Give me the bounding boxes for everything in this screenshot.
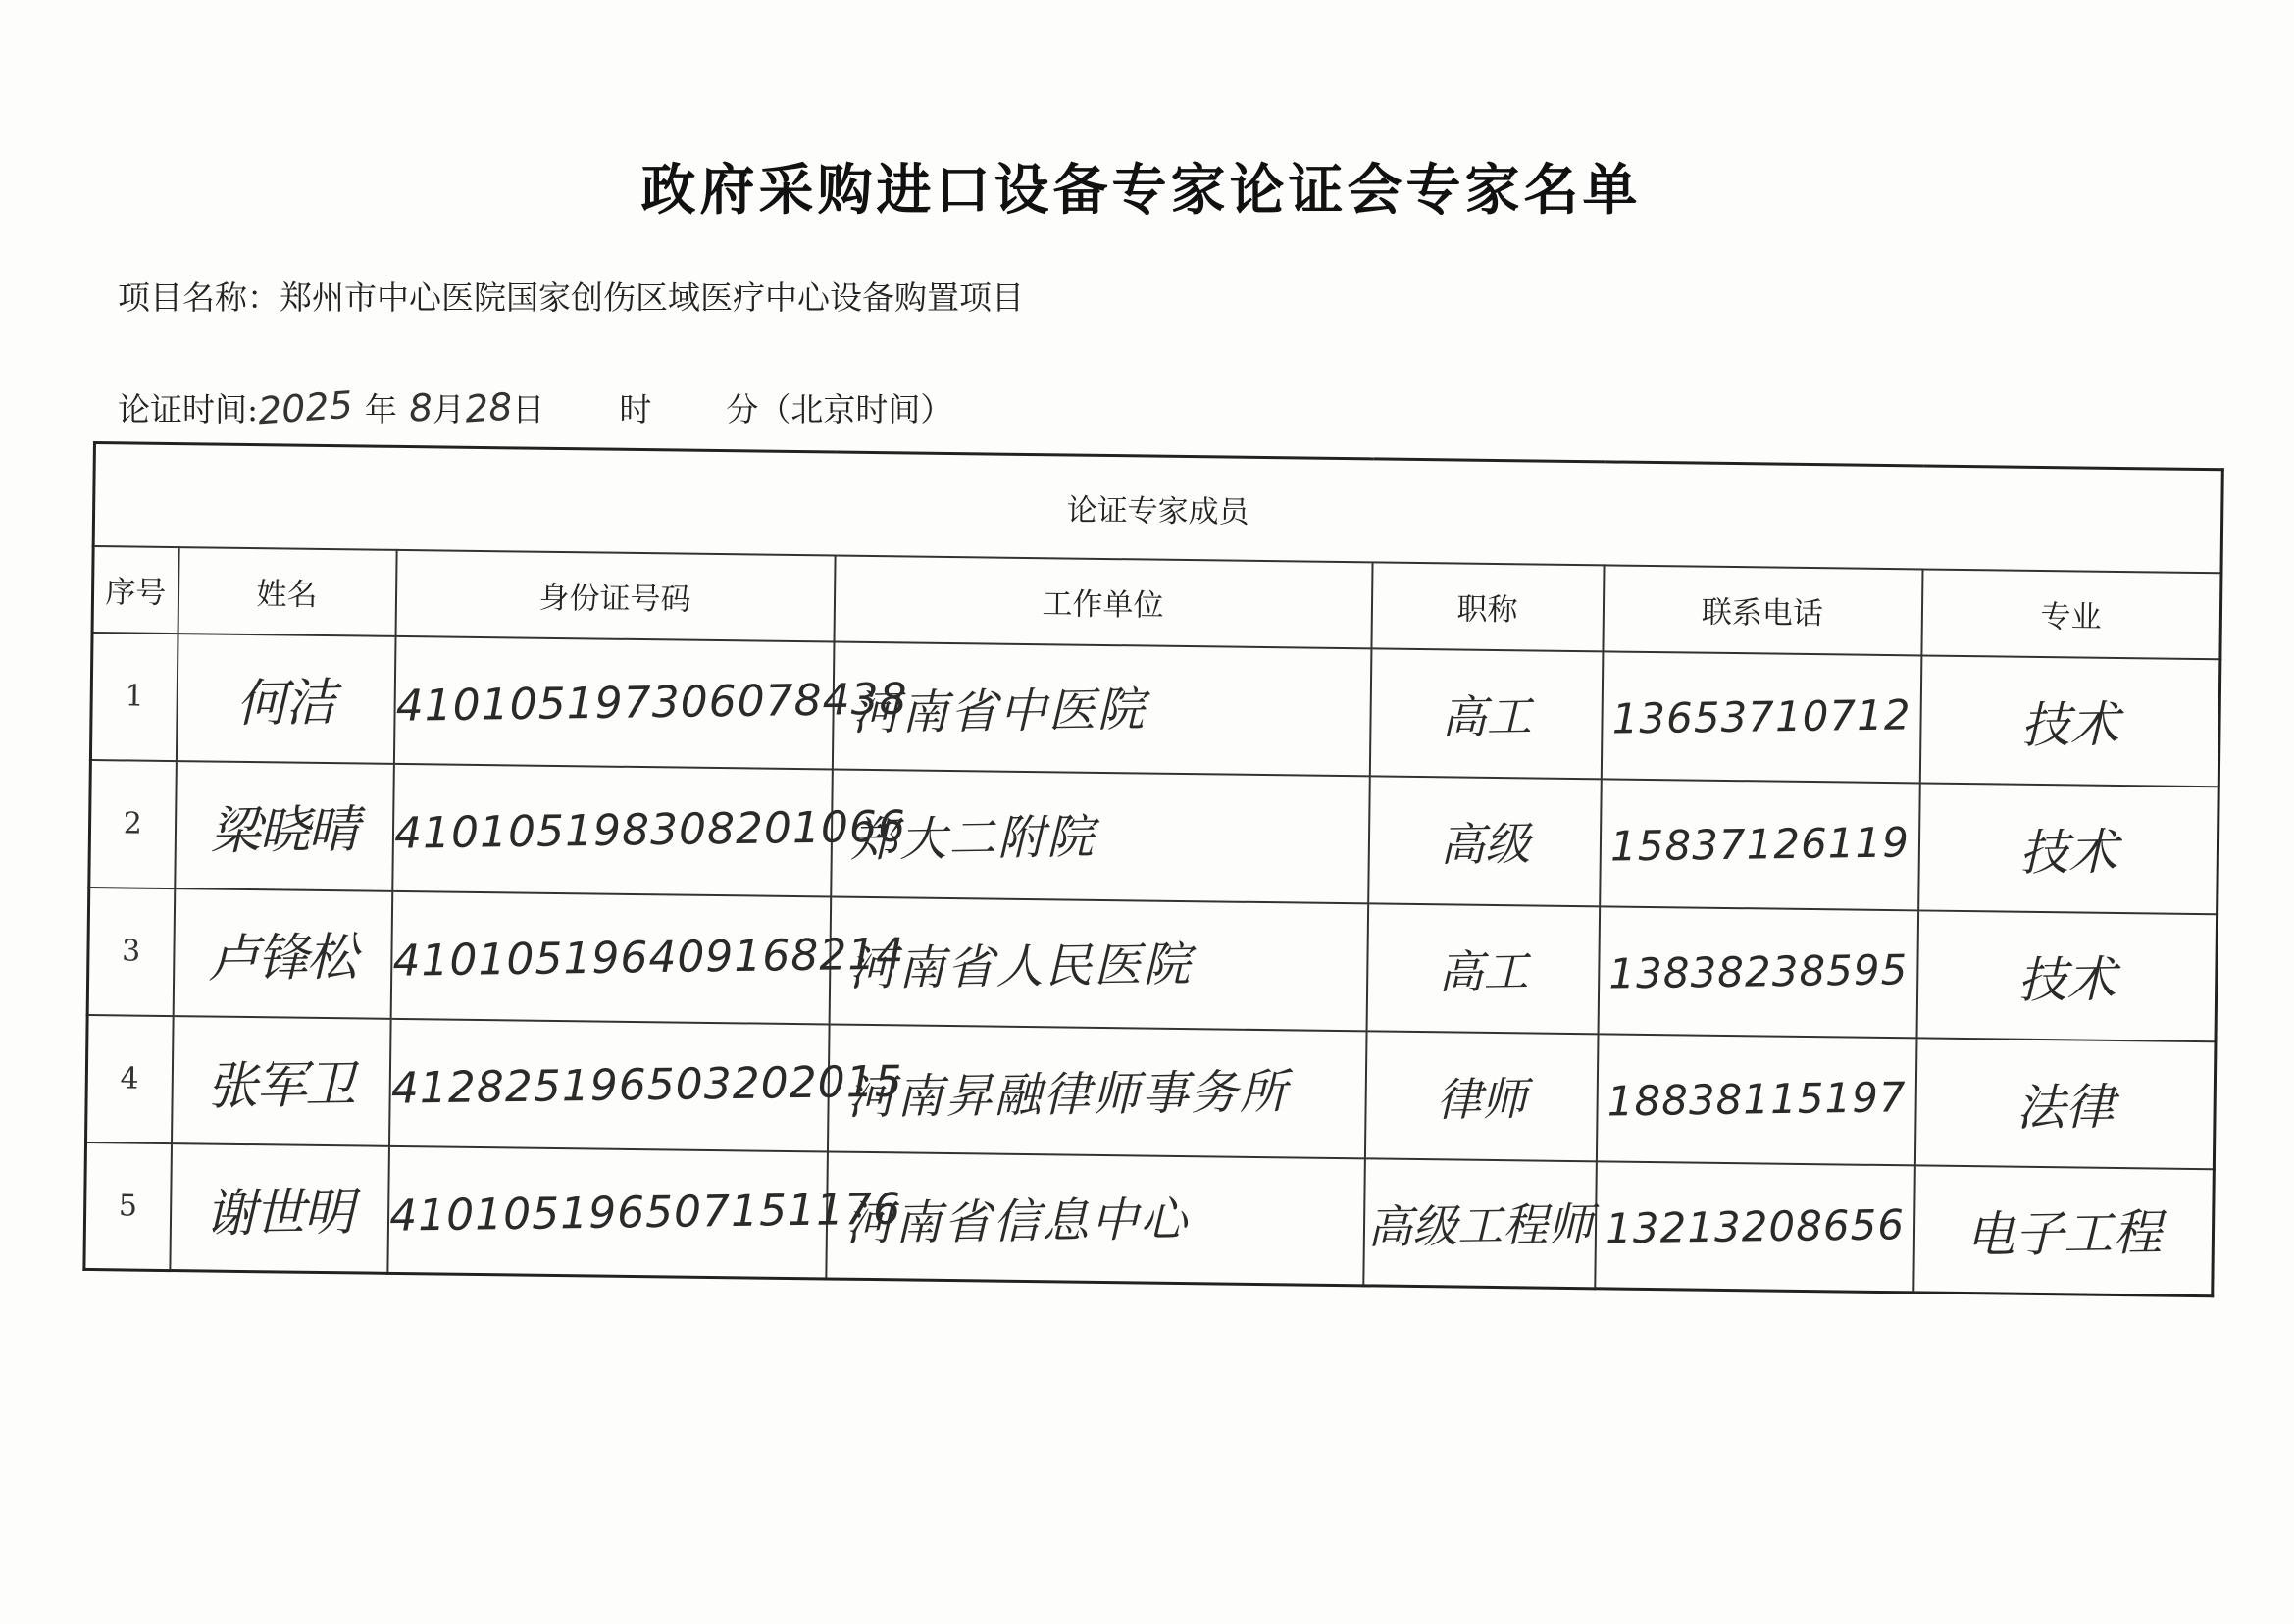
row-phone-cell xyxy=(1601,651,1921,783)
row-phone-cell xyxy=(1600,779,1920,910)
row-id: 412825196503202015 xyxy=(389,1056,903,1114)
row-major-cell xyxy=(1919,655,2220,787)
row-title-cell xyxy=(1369,648,1603,779)
row-name: 何洁 xyxy=(235,673,335,735)
column-header-seq: 序号 xyxy=(92,546,178,634)
expert-table xyxy=(82,441,2223,1297)
document-title: 政府采购进口设备专家论证会专家名单 xyxy=(640,159,1642,223)
time-day-handwritten: 28 xyxy=(463,384,514,431)
row-unit: 河南省信息中心 xyxy=(844,1192,1190,1252)
row-name-cell xyxy=(173,888,392,1019)
row-phone: 13213208656 xyxy=(1605,1200,1905,1253)
row-seq: 5 xyxy=(84,1142,172,1270)
row-major: 技术 xyxy=(2018,823,2118,882)
time-minute-unit: 分（北京时间） xyxy=(726,390,953,429)
row-phone: 13838238595 xyxy=(1607,945,1909,998)
project-name: 郑州市中心医院国家创伤区域医疗中心设备购置项目 xyxy=(280,279,1024,317)
row-title-cell xyxy=(1368,776,1602,906)
row-phone-cell xyxy=(1598,906,1918,1038)
time-year-unit: 年 xyxy=(364,390,397,429)
column-header-unit: 工作单位 xyxy=(834,555,1372,648)
row-title: 高级工程师 xyxy=(1366,1197,1593,1254)
row-phone-cell xyxy=(1596,1034,1916,1165)
row-name: 谢世明 xyxy=(205,1183,354,1244)
row-major: 电子工程 xyxy=(1964,1204,2163,1264)
row-major-cell xyxy=(1914,1038,2216,1169)
time-day-unit: 日 xyxy=(512,390,545,429)
row-id-cell xyxy=(393,635,908,769)
row-id-cell xyxy=(388,1018,903,1151)
row-phone: 15837126119 xyxy=(1609,818,1910,871)
project-label: 项目名称： xyxy=(118,279,280,317)
row-title-cell xyxy=(1366,903,1600,1034)
column-header-title: 职称 xyxy=(1371,562,1604,651)
row-unit-cell xyxy=(829,896,1368,1031)
group-header: 论证专家成员 xyxy=(93,443,2222,573)
row-name: 张军卫 xyxy=(206,1055,355,1117)
row-id-cell xyxy=(392,763,906,896)
row-seq: 3 xyxy=(87,887,175,1015)
row-id-cell xyxy=(390,890,905,1024)
time-month-unit: 月 xyxy=(433,390,466,429)
row-id-cell xyxy=(387,1145,901,1279)
row-major-cell xyxy=(1918,783,2219,914)
row-phone: 13653710712 xyxy=(1610,690,1912,743)
time-year-handwritten: 2025 xyxy=(256,382,355,433)
row-major-cell xyxy=(1913,1165,2215,1296)
row-unit-cell xyxy=(827,1024,1366,1158)
row-unit-cell xyxy=(826,1151,1365,1286)
row-title: 高级 xyxy=(1439,816,1530,871)
row-name: 卢锋松 xyxy=(208,928,357,990)
row-phone: 18838115197 xyxy=(1606,1073,1907,1126)
row-seq: 2 xyxy=(89,759,177,888)
expert-table-wrapper xyxy=(82,441,2220,1297)
row-seq: 4 xyxy=(86,1014,174,1142)
time-hour-unit: 时 xyxy=(619,390,652,429)
table-row xyxy=(84,1142,2214,1295)
row-id: 410105198308201066 xyxy=(393,801,906,859)
row-title-cell xyxy=(1364,1031,1598,1161)
row-unit-cell xyxy=(831,769,1370,903)
project-name-line xyxy=(118,273,1024,319)
row-title: 高工 xyxy=(1437,943,1529,998)
row-unit: 河南省人民医院 xyxy=(847,937,1193,997)
row-name-cell xyxy=(175,761,394,891)
row-unit: 河南昇融律师事务所 xyxy=(845,1064,1289,1126)
time-month-handwritten: 8 xyxy=(407,385,434,431)
column-header-id: 身份证号码 xyxy=(395,549,835,641)
row-major: 技术 xyxy=(2016,950,2116,1009)
row-id: 410105196409168214 xyxy=(391,929,905,987)
row-id: 410105197306078438 xyxy=(394,674,908,732)
row-name-cell xyxy=(170,1143,389,1274)
row-title: 律师 xyxy=(1435,1071,1527,1126)
row-major: 法律 xyxy=(2015,1078,2115,1137)
row-title: 高工 xyxy=(1440,688,1532,743)
row-phone-cell xyxy=(1595,1161,1915,1293)
row-unit: 郑大二附院 xyxy=(849,809,1096,868)
column-header-phone: 联系电话 xyxy=(1603,565,1922,655)
row-major-cell xyxy=(1916,910,2218,1041)
row-unit: 河南省中医院 xyxy=(850,682,1147,741)
column-header-major: 专业 xyxy=(1921,569,2221,659)
row-name-cell xyxy=(172,1016,391,1146)
row-unit-cell xyxy=(832,641,1371,776)
row-seq: 1 xyxy=(90,633,178,761)
row-id: 410105196507151176 xyxy=(388,1184,901,1242)
time-label: 论证时间: xyxy=(118,390,259,429)
review-time-line xyxy=(118,384,952,431)
column-header-name: 姓名 xyxy=(178,547,396,636)
row-name: 梁晓晴 xyxy=(210,800,359,862)
row-name-cell xyxy=(176,634,395,764)
row-title-cell xyxy=(1363,1158,1597,1289)
row-major: 技术 xyxy=(2019,695,2119,754)
